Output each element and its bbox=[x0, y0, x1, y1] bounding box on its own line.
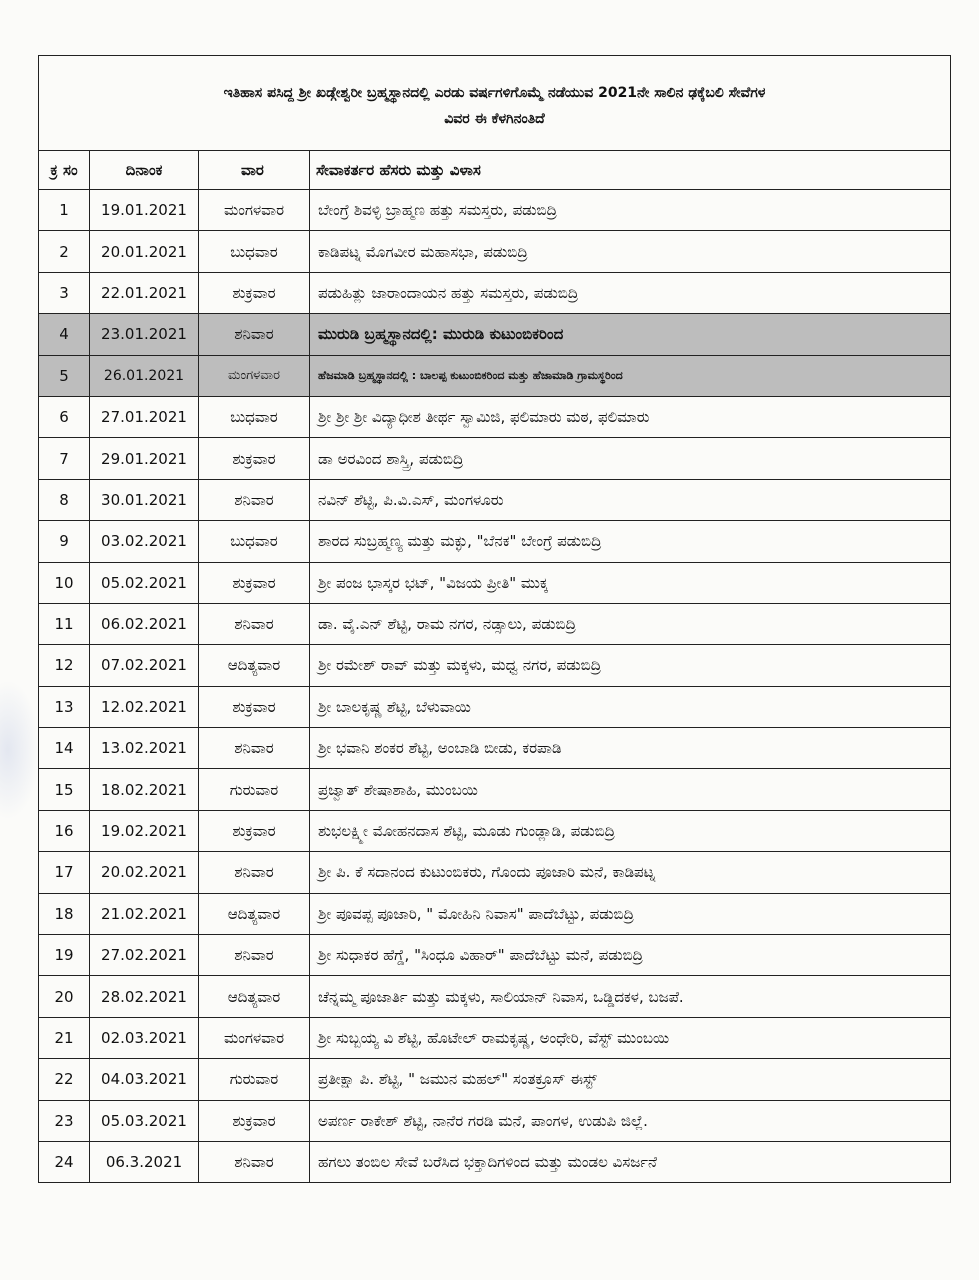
cell-date: 13.02.2021 bbox=[90, 728, 199, 769]
cell-day: ಮಂಗಳವಾರ bbox=[199, 190, 310, 231]
cell-name-address: ಚೆನ್ನಮ್ಮ ಪೂಜಾರ್ತಿ ಮತ್ತು ಮಕ್ಕಳು, ಸಾಲಿಯಾನ್ ನಿವಾಸ, ಒಡ್ಡಿದಕಳ, ಬಜಪೆ. bbox=[310, 976, 951, 1017]
cell-day: ಶುಕ್ರವಾರ bbox=[199, 810, 310, 851]
cell-serial: 21 bbox=[39, 1017, 90, 1058]
cell-day: ಶನಿವಾರ bbox=[199, 314, 310, 355]
cell-date: 05.02.2021 bbox=[90, 562, 199, 603]
cell-day: ಆದಿತ್ಯವಾರ bbox=[199, 645, 310, 686]
table-row bbox=[39, 355, 951, 396]
cell-name-address: ಮುರುಡಿ ಬ್ರಹ್ಮಸ್ಥಾನದಲ್ಲಿ: ಮುರುಡಿ ಕುಟುಂಬಿಕರಿಂದ bbox=[310, 314, 951, 355]
cell-day: ಶುಕ್ರವಾರ bbox=[199, 438, 310, 479]
cell-name-address: ಪ್ರಜ್ವಾತ್ ಶೇಷಾಶಾಹಿ, ಮುಂಬಯಿ bbox=[310, 769, 951, 810]
cell-date: 29.01.2021 bbox=[90, 438, 199, 479]
header-row bbox=[39, 151, 951, 190]
cell-name-address: ಡಾ ಅರವಿಂದ ಶಾಸ್ತ್ರಿ, ಪಡುಬಿದ್ರಿ bbox=[310, 438, 951, 479]
cell-name-address: ಶ್ರೀ ಪಂಜ ಭಾಸ್ಕರ ಭಟ್, "ವಿಜಯ ಪ್ರೀತಿ" ಮುಕ್ಕ bbox=[310, 562, 951, 603]
cell-name-address: ಶ್ರೀ ಶ್ರೀ ಶ್ರೀ ವಿದ್ಯಾಧೀಶ ತೀರ್ಥ ಸ್ವಾಮಿಜಿ, ಫಲಿಮಾರು ಮಠ, ಫಲಿಮಾರು bbox=[310, 396, 951, 437]
cell-name-address: ಕಾಡಿಪಟ್ನ ಮೊಗವೀರ ಮಹಾಸಭಾ, ಪಡುಬಿದ್ರಿ bbox=[310, 231, 951, 272]
table-row bbox=[39, 272, 951, 313]
cell-date: 27.02.2021 bbox=[90, 935, 199, 976]
table-row bbox=[39, 562, 951, 603]
cell-date: 19.02.2021 bbox=[90, 810, 199, 851]
cell-name-address: ಪ್ರತೀಕ್ಷಾ ಪಿ. ಶೆಟ್ಟಿ, " ಜಮುನ ಮಹಲ್" ಸಂತಕ್ರೂಸ್ ಈಸ್ಟ್ bbox=[310, 1059, 951, 1100]
table-row bbox=[39, 810, 951, 851]
table-row bbox=[39, 686, 951, 727]
cell-serial: 7 bbox=[39, 438, 90, 479]
table-row bbox=[39, 190, 951, 231]
cell-name-address: ಶ್ರೀ ರಮೇಶ್ ರಾವ್ ಮತ್ತು ಮಕ್ಕಳು, ಮಧ್ವ ನಗರ, ಪಡುಬಿದ್ರಿ bbox=[310, 645, 951, 686]
cell-day: ಆದಿತ್ಯವಾರ bbox=[199, 976, 310, 1017]
cell-date: 22.01.2021 bbox=[90, 272, 199, 313]
header-day: ವಾರ bbox=[199, 151, 310, 190]
cell-day: ಶುಕ್ರವಾರ bbox=[199, 562, 310, 603]
cell-serial: 17 bbox=[39, 852, 90, 893]
table-row bbox=[39, 645, 951, 686]
cell-day: ಮಂಗಳವಾರ bbox=[199, 355, 310, 396]
cell-date: 12.02.2021 bbox=[90, 686, 199, 727]
title-line-2: ವಿವರ ಈ ಕೆಳಗಿನಂತಿದೆ bbox=[444, 111, 545, 127]
cell-name-address: ಶ್ರೀ ಭವಾನಿ ಶಂಕರ ಶೆಟ್ಟಿ, ಅಂಬಾಡಿ ಬೀಡು, ಕರಪಾಡಿ bbox=[310, 728, 951, 769]
cell-serial: 12 bbox=[39, 645, 90, 686]
cell-date: 28.02.2021 bbox=[90, 976, 199, 1017]
table-row bbox=[39, 976, 951, 1017]
cell-day: ಆದಿತ್ಯವಾರ bbox=[199, 893, 310, 934]
cell-day: ಶುಕ್ರವಾರ bbox=[199, 1100, 310, 1141]
schedule-document bbox=[38, 55, 950, 1183]
cell-date: 05.03.2021 bbox=[90, 1100, 199, 1141]
cell-serial: 20 bbox=[39, 976, 90, 1017]
cell-name-address: ಶ್ರೀ ಪೂವಪ್ಪ ಪೂಜಾರಿ, " ಮೋಹಿನಿ ನಿವಾಸ" ಪಾದೆಬೆಟ್ಟು, ಪಡುಬಿದ್ರಿ bbox=[310, 893, 951, 934]
table-row bbox=[39, 728, 951, 769]
cell-name-address: ಶ್ರೀ ಸುಧಾಕರ ಹೆಗ್ಡೆ, "ಸಿಂಧೂ ವಿಹಾರ್" ಪಾದೆಬೆಟ್ಟು ಮನೆ, ಪಡುಬಿದ್ರಿ bbox=[310, 935, 951, 976]
cell-date: 07.02.2021 bbox=[90, 645, 199, 686]
header-name-address: ಸೇವಾಕರ್ತರ ಹೆಸರು ಮತ್ತು ವಿಳಾಸ bbox=[310, 151, 951, 190]
cell-day: ಶುಕ್ರವಾರ bbox=[199, 272, 310, 313]
cell-serial: 24 bbox=[39, 1141, 90, 1182]
seva-schedule-table bbox=[38, 55, 951, 1183]
cell-day: ಶನಿವಾರ bbox=[199, 479, 310, 520]
cell-serial: 22 bbox=[39, 1059, 90, 1100]
cell-name-address: ಹೆಜಮಾಡಿ ಬ್ರಹ್ಮಸ್ಥಾನದಲ್ಲಿ : ಬಾಲಪ್ಪ ಕುಟುಂಬಿಕರಿಂದ ಮತ್ತು ಹೆಜಾಮಾಡಿ ಗ್ರಾಮಸ್ಥರಿಂದ bbox=[310, 355, 951, 396]
table-row bbox=[39, 893, 951, 934]
table-row bbox=[39, 769, 951, 810]
table-row bbox=[39, 521, 951, 562]
paper-smudge bbox=[0, 680, 40, 820]
cell-day: ಬುಧವಾರ bbox=[199, 231, 310, 272]
cell-serial: 2 bbox=[39, 231, 90, 272]
table-row bbox=[39, 314, 951, 355]
cell-name-address: ಹಗಲು ತಂಬಿಲ ಸೇವೆ ಬರೆಸಿದ ಭಕ್ತಾದಿಗಳಿಂದ ಮತ್ತು ಮಂಡಲ ವಿಸರ್ಜನೆ bbox=[310, 1141, 951, 1182]
table-row bbox=[39, 396, 951, 437]
cell-day: ಶನಿವಾರ bbox=[199, 728, 310, 769]
cell-name-address: ಶ್ರೀ ಸುಬ್ಬಯ್ಯ ವಿ ಶೆಟ್ಟಿ, ಹೊಟೇಲ್ ರಾಮಕೃಷ್ಣ, ಅಂಧೇರಿ, ವೆಸ್ಟ್ ಮುಂಬಯಿ bbox=[310, 1017, 951, 1058]
cell-serial: 16 bbox=[39, 810, 90, 851]
cell-name-address: ಡಾ. ವೈ.ಎನ್ ಶೆಟ್ಟಿ, ರಾಮ ನಗರ, ನಡ್ಸಾಲು, ಪಡುಬಿದ್ರಿ bbox=[310, 603, 951, 644]
cell-day: ಗುರುವಾರ bbox=[199, 1059, 310, 1100]
cell-name-address: ಬೇಂಗ್ರೆ ಶಿವಳ್ಳಿ ಬ್ರಾಹ್ಮಣ ಹತ್ತು ಸಮಸ್ತರು, ಪಡುಬಿದ್ರಿ bbox=[310, 190, 951, 231]
table-row bbox=[39, 852, 951, 893]
cell-serial: 13 bbox=[39, 686, 90, 727]
table-row bbox=[39, 479, 951, 520]
table-row bbox=[39, 1059, 951, 1100]
cell-serial: 5 bbox=[39, 355, 90, 396]
cell-date: 06.3.2021 bbox=[90, 1141, 199, 1182]
cell-date: 02.03.2021 bbox=[90, 1017, 199, 1058]
cell-serial: 6 bbox=[39, 396, 90, 437]
cell-serial: 14 bbox=[39, 728, 90, 769]
cell-serial: 19 bbox=[39, 935, 90, 976]
cell-date: 19.01.2021 bbox=[90, 190, 199, 231]
cell-date: 20.01.2021 bbox=[90, 231, 199, 272]
table-row bbox=[39, 603, 951, 644]
cell-date: 27.01.2021 bbox=[90, 396, 199, 437]
title-line-1: ಇತಿಹಾಸ ಪಸಿದ್ದ ಶ್ರೀ ಖಡ್ಗೇಶ್ವರೀ ಬ್ರಹ್ಮಸ್ಥಾನದಲ್ಲಿ ಎರಡು ವರ್ಷಗಳಿಗೊಮ್ಮೆ ನಡೆಯುವ 2021ನೇ ಸಾಲಿನ ಢಕ್ಕೆಬಲಿ ಸೇವೆಗಳ bbox=[223, 85, 766, 101]
cell-date: 30.01.2021 bbox=[90, 479, 199, 520]
cell-serial: 3 bbox=[39, 272, 90, 313]
table-row bbox=[39, 1100, 951, 1141]
cell-date: 06.02.2021 bbox=[90, 603, 199, 644]
header-date: ದಿನಾಂಕ bbox=[90, 151, 199, 190]
cell-name-address: ಶ್ರೀ ಬಾಲಕೃಷ್ಣ ಶೆಟ್ಟಿ, ಬೆಳುವಾಯಿ bbox=[310, 686, 951, 727]
cell-name-address: ಶುಭಲಕ್ಷ್ಮೀ ಮೋಹನದಾಸ ಶೆಟ್ಟಿ, ಮೂಡು ಗುಂಡ್ಲಾಡಿ, ಪಡುಬಿದ್ರಿ bbox=[310, 810, 951, 851]
cell-serial: 8 bbox=[39, 479, 90, 520]
cell-serial: 18 bbox=[39, 893, 90, 934]
cell-date: 23.01.2021 bbox=[90, 314, 199, 355]
cell-name-address: ಅಪರ್ಣ ರಾಕೇಶ್ ಶೆಟ್ಟಿ, ನಾನೆರ ಗರಡಿ ಮನೆ, ಪಾಂಗಳ, ಉಡುಪಿ ಜಿಲ್ಲೆ. bbox=[310, 1100, 951, 1141]
cell-day: ಶುಕ್ರವಾರ bbox=[199, 686, 310, 727]
cell-day: ಮಂಗಳವಾರ bbox=[199, 1017, 310, 1058]
cell-date: 18.02.2021 bbox=[90, 769, 199, 810]
header-serial: ಕ್ರ ಸಂ bbox=[39, 151, 90, 190]
cell-date: 04.03.2021 bbox=[90, 1059, 199, 1100]
cell-day: ಶನಿವಾರ bbox=[199, 603, 310, 644]
cell-date: 03.02.2021 bbox=[90, 521, 199, 562]
cell-name-address: ಶ್ರೀ ಪಿ. ಕೆ ಸದಾನಂದ ಕುಟುಂಬಿಕರು, ಗೊಂದು ಪೂಜಾರಿ ಮನೆ, ಕಾಡಿಪಟ್ನ bbox=[310, 852, 951, 893]
cell-day: ಬುಧವಾರ bbox=[199, 521, 310, 562]
table-row bbox=[39, 935, 951, 976]
cell-day: ಶನಿವಾರ bbox=[199, 852, 310, 893]
table-row bbox=[39, 438, 951, 479]
cell-serial: 9 bbox=[39, 521, 90, 562]
cell-day: ಗುರುವಾರ bbox=[199, 769, 310, 810]
document-title bbox=[39, 56, 951, 151]
table-row bbox=[39, 1017, 951, 1058]
cell-serial: 11 bbox=[39, 603, 90, 644]
table-row bbox=[39, 231, 951, 272]
cell-serial: 10 bbox=[39, 562, 90, 603]
cell-serial: 4 bbox=[39, 314, 90, 355]
cell-serial: 23 bbox=[39, 1100, 90, 1141]
cell-name-address: ಪಡುಹಿತ್ಲು ಜಾರಾಂದಾಯನ ಹತ್ತು ಸಮಸ್ತರು, ಪಡುಬಿದ್ರಿ bbox=[310, 272, 951, 313]
cell-date: 20.02.2021 bbox=[90, 852, 199, 893]
cell-day: ಶನಿವಾರ bbox=[199, 935, 310, 976]
cell-serial: 15 bbox=[39, 769, 90, 810]
cell-day: ಶನಿವಾರ bbox=[199, 1141, 310, 1182]
cell-date: 21.02.2021 bbox=[90, 893, 199, 934]
title-row bbox=[39, 56, 951, 151]
cell-name-address: ಶಾರದ ಸುಬ್ರಹ್ಮಣ್ಯ ಮತ್ತು ಮಕ್ಳು, "ಬೆನಕ" ಬೇಂಗ್ರೆ ಪಡುಬಿದ್ರಿ bbox=[310, 521, 951, 562]
cell-name-address: ನವಿನ್ ಶೆಟ್ಟಿ, ಪಿ.ವಿ.ಎಸ್, ಮಂಗಳೂರು bbox=[310, 479, 951, 520]
cell-date: 26.01.2021 bbox=[90, 355, 199, 396]
cell-serial: 1 bbox=[39, 190, 90, 231]
cell-day: ಬುಧವಾರ bbox=[199, 396, 310, 437]
table-row bbox=[39, 1141, 951, 1182]
